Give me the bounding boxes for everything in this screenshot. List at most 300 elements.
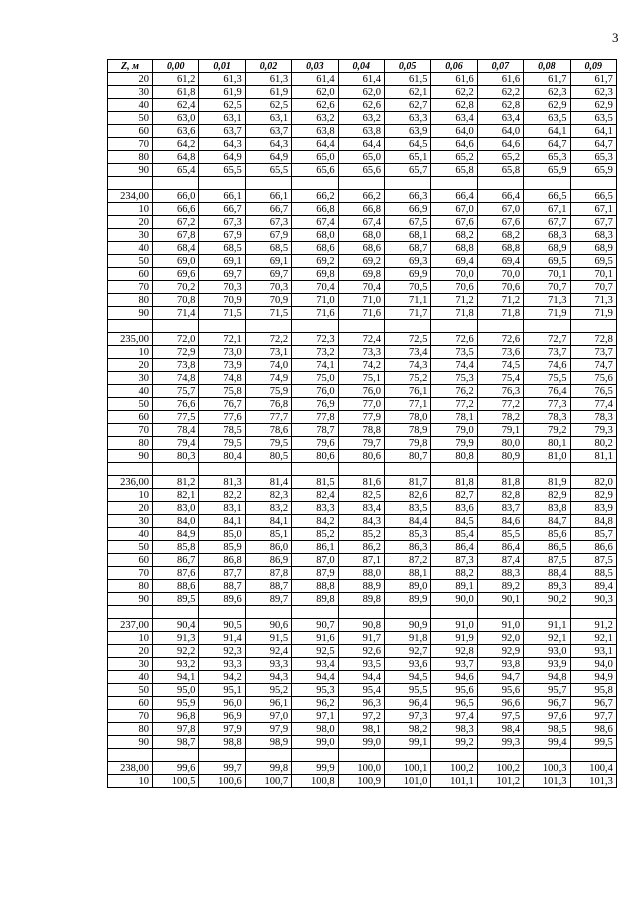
table-cell: 80,3 [153,450,199,463]
table-cell: 65,2 [477,151,523,164]
table-cell: 76,2 [431,385,477,398]
table-row [108,307,617,320]
table-cell: 97,2 [338,710,384,723]
table-cell: 82,8 [477,489,523,502]
table-cell: 78,0 [384,411,430,424]
table-cell: 63,8 [338,125,384,138]
table-cell: 68,2 [431,229,477,242]
table-cell: 85,6 [524,528,570,541]
table-cell: 76,6 [153,398,199,411]
table-cell: 73,1 [245,346,291,359]
table-cell: 80,2 [570,437,616,450]
table-row [108,489,617,502]
table-cell: 87,9 [292,567,338,580]
table-row [108,658,617,671]
table-cell: 76,1 [384,385,430,398]
table-cell: 77,2 [477,398,523,411]
table-cell: 67,7 [524,216,570,229]
table-spacer-row [108,177,617,190]
table-cell: 64,6 [477,138,523,151]
table-cell: 70,2 [153,281,199,294]
table-cell: 70,3 [245,281,291,294]
table-cell: 89,7 [245,593,291,606]
table-cell: 79,0 [431,424,477,437]
table-cell: 77,6 [199,411,245,424]
table-cell: 93,2 [153,658,199,671]
table-cell: 61,9 [199,86,245,99]
table-cell: 69,2 [338,255,384,268]
table-cell [338,606,384,619]
table-cell: 66,9 [384,203,430,216]
table-cell: 78,4 [153,424,199,437]
table-row [108,164,617,177]
table-cell: 67,6 [477,216,523,229]
table-row [108,736,617,749]
table-cell: 63,3 [384,112,430,125]
table-cell: 79,9 [431,437,477,450]
table-cell: 82,1 [153,489,199,502]
table-cell: 100,9 [338,775,384,788]
row-label-cell: 40 [108,99,153,112]
table-cell: 76,4 [524,385,570,398]
table-cell: 95,2 [245,684,291,697]
table-cell: 84,6 [477,515,523,528]
table-cell: 66,6 [153,203,199,216]
table-cell: 71,2 [431,294,477,307]
table-cell: 101,3 [570,775,616,788]
table-cell: 83,3 [292,502,338,515]
table-cell: 73,0 [199,346,245,359]
page-number: 3 [612,30,619,45]
table-cell: 71,3 [570,294,616,307]
table-cell: 93,0 [524,645,570,658]
table-cell: 85,7 [570,528,616,541]
table-cell [431,177,477,190]
table-cell: 64,6 [431,138,477,151]
table-cell: 73,4 [384,346,430,359]
table-cell: 93,5 [338,658,384,671]
row-label-cell: 30 [108,86,153,99]
table-cell [245,749,291,762]
table-cell: 92,3 [199,645,245,658]
table-cell: 87,4 [477,554,523,567]
row-label-cell: 80 [108,580,153,593]
table-cell: 98,7 [153,736,199,749]
table-cell [384,463,430,476]
table-row [108,632,617,645]
table-cell: 67,3 [199,216,245,229]
table-cell: 90,4 [153,619,199,632]
table-cell: 93,6 [384,658,430,671]
table-cell: 83,1 [199,502,245,515]
table-cell: 81,1 [570,450,616,463]
table-cell: 63,2 [292,112,338,125]
row-label-cell: 50 [108,541,153,554]
table-cell: 87,6 [153,567,199,580]
row-label-cell: 10 [108,203,153,216]
row-label-cell: 236,00 [108,476,153,489]
table-cell: 66,7 [199,203,245,216]
table-cell: 93,3 [199,658,245,671]
column-header: 0,01 [199,60,245,73]
table-cell: 84,8 [570,515,616,528]
table-cell [292,320,338,333]
table-cell: 81,9 [524,476,570,489]
table-cell: 63,7 [245,125,291,138]
table-row [108,398,617,411]
table-cell: 86,8 [199,554,245,567]
row-label-cell: 70 [108,567,153,580]
table-cell: 100,7 [245,775,291,788]
table-cell: 61,5 [384,73,430,86]
table-cell: 77,4 [570,398,616,411]
table-row [108,762,617,775]
row-label-cell: 238,00 [108,762,153,775]
table-cell: 83,0 [153,502,199,515]
table-cell: 78,9 [384,424,430,437]
table-cell: 74,8 [153,372,199,385]
table-row [108,372,617,385]
table-cell: 61,6 [431,73,477,86]
table-cell: 62,2 [431,86,477,99]
table-row [108,580,617,593]
table-cell: 68,5 [245,242,291,255]
table-cell: 94,3 [245,671,291,684]
table-cell: 66,1 [245,190,291,203]
table-cell: 90,0 [431,593,477,606]
table-cell: 69,4 [477,255,523,268]
table-cell: 69,2 [292,255,338,268]
table-cell: 96,3 [338,697,384,710]
table-cell: 81,4 [245,476,291,489]
table-cell: 87,0 [292,554,338,567]
table-cell: 69,0 [153,255,199,268]
table-row [108,723,617,736]
column-header: 0,00 [153,60,199,73]
table-cell: 64,4 [338,138,384,151]
table-cell: 80,7 [384,450,430,463]
table-cell [338,463,384,476]
table-cell: 61,7 [570,73,616,86]
table-cell: 91,6 [292,632,338,645]
table-cell: 65,8 [431,164,477,177]
table-cell: 96,6 [477,697,523,710]
table-cell: 88,2 [431,567,477,580]
table-row [108,86,617,99]
table-cell: 68,7 [384,242,430,255]
table-cell: 101,3 [524,775,570,788]
row-label-cell [108,749,153,762]
table-cell: 94,0 [570,658,616,671]
table-cell [199,749,245,762]
table-cell: 70,3 [199,281,245,294]
table-cell: 98,8 [199,736,245,749]
table-cell: 69,3 [384,255,430,268]
column-header: 0,03 [292,60,338,73]
row-label-cell: 10 [108,632,153,645]
table-cell: 79,2 [524,424,570,437]
table-cell: 89,2 [477,580,523,593]
table-cell: 100,8 [292,775,338,788]
table-cell [245,177,291,190]
table-row [108,359,617,372]
table-cell: 82,9 [570,489,616,502]
table-cell: 82,5 [338,489,384,502]
table-row [108,671,617,684]
column-header: 0,05 [384,60,430,73]
table-cell: 71,1 [384,294,430,307]
table-cell: 65,3 [524,151,570,164]
table-cell: 97,7 [570,710,616,723]
row-label-cell: 90 [108,450,153,463]
table-cell: 94,2 [199,671,245,684]
table-cell: 74,6 [524,359,570,372]
table-cell: 91,5 [245,632,291,645]
table-cell: 75,5 [524,372,570,385]
row-label-cell: 40 [108,671,153,684]
table-cell: 73,2 [292,346,338,359]
table-cell: 75,8 [199,385,245,398]
table-cell: 82,6 [384,489,430,502]
table-cell: 96,7 [524,697,570,710]
table-row [108,684,617,697]
table-cell: 93,1 [570,645,616,658]
row-label-cell: 80 [108,437,153,450]
table-cell: 73,3 [338,346,384,359]
table-cell: 98,4 [477,723,523,736]
table-cell: 73,7 [570,346,616,359]
row-label-cell: 70 [108,710,153,723]
table-body [108,73,617,788]
row-label-cell: 20 [108,645,153,658]
table-cell: 73,5 [431,346,477,359]
table-cell: 79,5 [199,437,245,450]
table-cell: 65,6 [292,164,338,177]
row-label-cell: 60 [108,554,153,567]
table-cell: 79,7 [338,437,384,450]
table-cell: 72,4 [338,333,384,346]
row-label-cell: 20 [108,216,153,229]
column-header: 0,02 [245,60,291,73]
table-cell: 90,8 [338,619,384,632]
table-cell: 89,4 [570,580,616,593]
table-cell: 64,3 [199,138,245,151]
table-cell [524,606,570,619]
row-label-cell: 90 [108,164,153,177]
table-cell: 65,4 [153,164,199,177]
table-cell: 67,8 [153,229,199,242]
table-cell: 70,9 [199,294,245,307]
table-cell: 62,0 [338,86,384,99]
table-cell: 63,0 [153,112,199,125]
table-cell: 64,4 [292,138,338,151]
table-row [108,554,617,567]
table-row [108,138,617,151]
table-cell: 79,1 [477,424,523,437]
table-cell: 95,6 [431,684,477,697]
table-cell: 98,5 [524,723,570,736]
table-cell: 76,8 [245,398,291,411]
table-cell: 70,5 [384,281,430,294]
table-cell [292,177,338,190]
elevation-table [107,59,617,788]
table-cell: 83,6 [431,502,477,515]
table-cell: 96,7 [570,697,616,710]
table-cell: 81,8 [477,476,523,489]
table-cell [199,606,245,619]
table-cell: 74,5 [477,359,523,372]
table-cell: 93,4 [292,658,338,671]
table-cell: 74,1 [292,359,338,372]
table-cell [153,320,199,333]
row-label-cell: 80 [108,723,153,736]
table-cell: 95,9 [153,697,199,710]
table-cell: 85,2 [292,528,338,541]
table-cell: 80,5 [245,450,291,463]
table-row [108,255,617,268]
table-cell: 63,1 [199,112,245,125]
table-cell: 62,8 [477,99,523,112]
table-cell: 81,3 [199,476,245,489]
table-cell: 73,9 [199,359,245,372]
table-cell: 68,4 [153,242,199,255]
row-label-cell: 10 [108,489,153,502]
table-row [108,567,617,580]
column-header: 0,06 [431,60,477,73]
table-cell [570,463,616,476]
table-cell [384,177,430,190]
table-cell: 68,5 [199,242,245,255]
row-label-cell: 90 [108,307,153,320]
table-cell: 86,1 [292,541,338,554]
table-cell: 91,3 [153,632,199,645]
table-row [108,229,617,242]
table-cell: 81,2 [153,476,199,489]
table-cell [384,606,430,619]
table-cell: 100,2 [477,762,523,775]
table-cell: 72,9 [153,346,199,359]
table-cell: 61,4 [338,73,384,86]
table-cell: 66,2 [338,190,384,203]
table-cell: 88,7 [199,580,245,593]
table-cell: 88,6 [153,580,199,593]
table-cell: 79,8 [384,437,430,450]
table-cell: 84,4 [384,515,430,528]
table-cell: 95,0 [153,684,199,697]
table-row [108,333,617,346]
column-header: 0,08 [524,60,570,73]
table-cell: 98,3 [431,723,477,736]
row-label-cell [108,177,153,190]
table-cell [570,606,616,619]
table-cell: 71,9 [524,307,570,320]
row-label-cell: 30 [108,229,153,242]
table-header-row [108,60,617,73]
table-cell: 92,9 [477,645,523,658]
table-cell: 97,9 [245,723,291,736]
table-cell: 99,5 [570,736,616,749]
table-cell: 96,9 [199,710,245,723]
column-header-z: Z, м [108,60,153,73]
table-row [108,619,617,632]
table-cell: 90,7 [292,619,338,632]
table-cell: 97,0 [245,710,291,723]
row-label-cell: 30 [108,658,153,671]
row-label-cell: 20 [108,502,153,515]
table-cell: 66,8 [292,203,338,216]
table-cell: 89,9 [384,593,430,606]
table-cell: 61,6 [477,73,523,86]
table-cell: 70,4 [338,281,384,294]
table-cell: 85,3 [384,528,430,541]
table-cell: 95,6 [477,684,523,697]
table-row [108,528,617,541]
table-cell: 98,9 [245,736,291,749]
table-cell: 97,4 [431,710,477,723]
table-cell: 76,0 [292,385,338,398]
table-cell: 71,6 [338,307,384,320]
row-label-cell: 90 [108,593,153,606]
table-cell [292,606,338,619]
table-cell [153,463,199,476]
table-cell: 62,5 [245,99,291,112]
table-cell: 86,4 [477,541,523,554]
table-cell: 84,7 [524,515,570,528]
table-cell: 65,0 [338,151,384,164]
table-cell: 83,9 [570,502,616,515]
table-cell: 92,8 [431,645,477,658]
table-spacer-row [108,606,617,619]
column-header: 0,09 [570,60,616,73]
table-cell: 71,5 [245,307,291,320]
table-cell: 78,8 [338,424,384,437]
table-row [108,541,617,554]
table-cell: 75,3 [431,372,477,385]
table-cell: 63,9 [384,125,430,138]
table-cell: 99,9 [292,762,338,775]
table-cell: 67,0 [477,203,523,216]
table-cell [199,463,245,476]
table-cell [477,320,523,333]
table-cell: 93,8 [477,658,523,671]
table-row [108,775,617,788]
table-cell: 100,6 [199,775,245,788]
table-cell: 99,0 [292,736,338,749]
table-cell: 75,9 [245,385,291,398]
table-cell: 95,5 [384,684,430,697]
table-row [108,99,617,112]
table-cell: 61,4 [292,73,338,86]
table-cell: 67,3 [245,216,291,229]
table-cell: 94,8 [524,671,570,684]
table-row [108,476,617,489]
table-cell: 85,5 [477,528,523,541]
table-cell [338,749,384,762]
table-cell: 75,1 [338,372,384,385]
table-cell: 74,8 [199,372,245,385]
table-cell: 74,2 [338,359,384,372]
table-cell: 91,9 [431,632,477,645]
table-cell: 101,0 [384,775,430,788]
table-cell: 62,5 [199,99,245,112]
table-cell: 83,7 [477,502,523,515]
table-cell: 77,5 [153,411,199,424]
table-cell: 97,1 [292,710,338,723]
table-cell: 70,8 [153,294,199,307]
table-cell [431,463,477,476]
row-label-cell: 50 [108,112,153,125]
table-cell: 66,4 [477,190,523,203]
